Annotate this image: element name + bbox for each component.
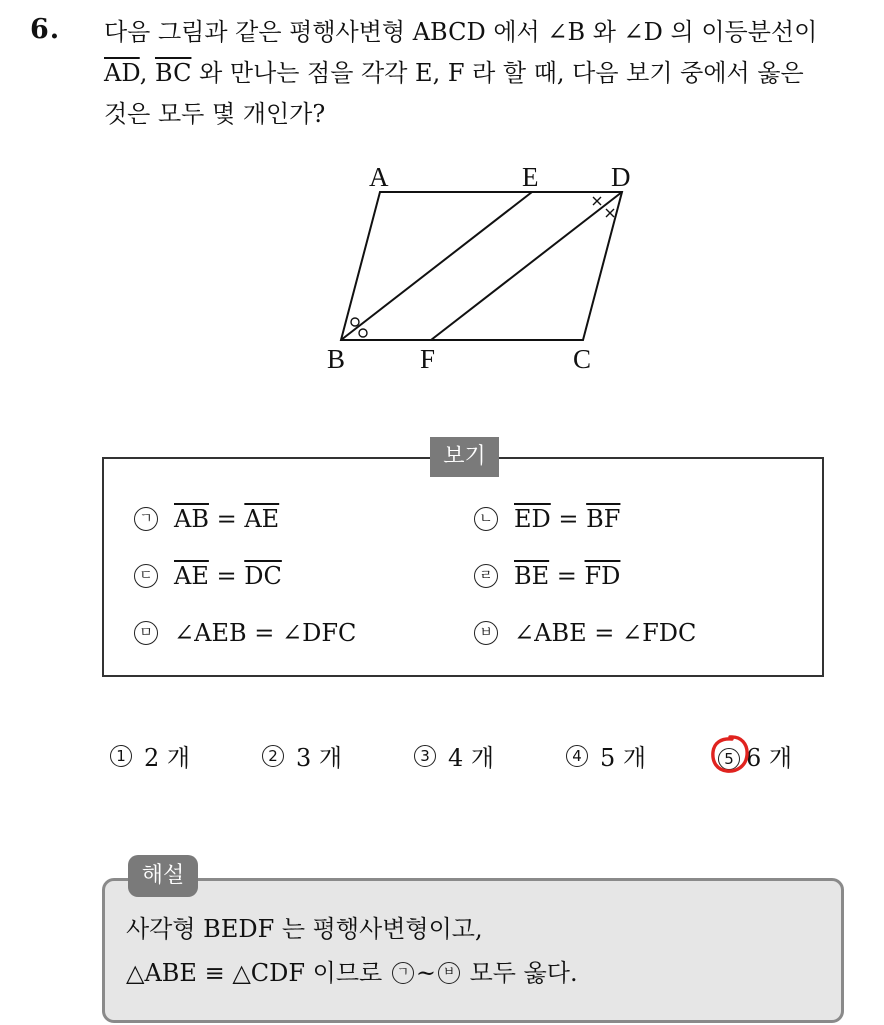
bogi-right: ∠DFC <box>281 619 357 647</box>
bogi-mark: ㅂ <box>474 621 498 645</box>
choice-text: 5 개 <box>600 744 647 772</box>
question-number: 6. <box>30 14 61 45</box>
bogi-right: $\overline{BF}$ <box>586 505 621 533</box>
choice-number: 2 <box>262 745 284 767</box>
label-b: B <box>327 344 346 374</box>
bogi-op: = <box>550 505 587 533</box>
choice-1[interactable] <box>110 738 190 773</box>
choice-5[interactable] <box>718 738 792 773</box>
bisector-df <box>431 192 622 340</box>
angle-mark-d1 <box>593 197 601 205</box>
bogi-mark: ㄹ <box>474 564 498 588</box>
choice-text: 3 개 <box>296 744 343 772</box>
red-answer-circle-icon <box>708 732 752 776</box>
choice-2[interactable] <box>262 738 342 773</box>
label-d: D <box>611 162 631 192</box>
angle-mark-b1 <box>351 318 359 326</box>
segment-bc: $\overline{BC}$ <box>154 59 192 87</box>
question-line-2 <box>104 53 874 94</box>
bogi-title: 보기 <box>430 437 499 477</box>
question-line-2-rest: 와 만나는 점을 각각 E, F 라 할 때, 다음 보기 중에서 옳은 <box>191 59 804 87</box>
bogi-item-6 <box>474 619 696 647</box>
label-e: E <box>522 162 539 192</box>
bisector-be <box>341 192 532 340</box>
choice-number: 5 <box>718 748 740 770</box>
bogi-left: ∠AEB <box>174 619 247 647</box>
bogi-left: $\overline{AE}$ <box>174 562 209 590</box>
choice-number: 3 <box>414 745 436 767</box>
bogi-left: ∠ABE <box>514 619 587 647</box>
question-line-3: 것은 모두 몇 개인가? <box>104 100 326 128</box>
bogi-mark: ㄱ <box>134 507 158 531</box>
choice-text: 4 개 <box>448 744 495 772</box>
explanation-mark-to: ㅂ <box>438 962 460 984</box>
answer-marked-choice <box>718 742 740 770</box>
bogi-op: = <box>208 505 245 533</box>
explanation-line-2-post: 모두 옳다. <box>461 959 578 987</box>
explanation-mark-from: ㄱ <box>392 962 414 984</box>
bogi-right: ∠FDC <box>621 619 697 647</box>
bogi-left: $\overline{ED}$ <box>514 505 551 533</box>
explanation-line-2 <box>126 951 578 995</box>
bogi-op: = <box>208 562 245 590</box>
choice-3[interactable] <box>414 738 494 773</box>
answer-circle-stroke <box>713 736 747 770</box>
bogi-item-3 <box>134 562 282 590</box>
segment-ad: $\overline{AD}$ <box>104 59 140 87</box>
choice-text: 6 개 <box>746 744 793 772</box>
bogi-mark: ㅁ <box>134 621 158 645</box>
choice-number: 4 <box>566 745 588 767</box>
bogi-op: = <box>246 619 282 647</box>
question-separator: , <box>139 59 155 87</box>
parallelogram-abcd <box>341 192 622 340</box>
explanation-title: 해설 <box>128 855 198 897</box>
choice-number: 1 <box>110 745 132 767</box>
label-f: F <box>420 344 436 374</box>
bogi-op: = <box>549 562 585 590</box>
bogi-item-4 <box>474 562 620 590</box>
bogi-right: $\overline{AE}$ <box>244 505 280 533</box>
parallelogram-figure <box>300 150 660 382</box>
angle-mark-b2 <box>359 329 367 337</box>
label-a: A <box>369 162 389 192</box>
bogi-item-5 <box>134 619 356 647</box>
question-text <box>104 12 874 135</box>
bogi-right: $\overline{FD}$ <box>584 562 621 590</box>
bogi-op: = <box>586 619 622 647</box>
explanation-tilde: ~ <box>415 959 436 987</box>
choice-text: 2 개 <box>144 744 191 772</box>
bogi-right: $\overline{DC}$ <box>244 562 282 590</box>
label-c: C <box>573 344 592 374</box>
choice-4[interactable] <box>566 738 646 773</box>
bogi-left: $\overline{AB}$ <box>174 505 209 533</box>
question-line-1: 다음 그림과 같은 평행사변형 ABCD 에서 ∠B 와 ∠D 의 이등분선이 <box>104 18 818 46</box>
angle-mark-d2 <box>606 209 614 217</box>
explanation-text <box>126 907 578 995</box>
bogi-mark: ㄷ <box>134 564 158 588</box>
bogi-mark: ㄴ <box>474 507 498 531</box>
bogi-left: $\overline{BE}$ <box>514 562 550 590</box>
explanation-line-2-pre: △ABE ≡ △CDF 이므로 <box>126 959 390 987</box>
bogi-item-2 <box>474 505 620 533</box>
explanation-line-1: 사각형 BEDF 는 평행사변형이고, <box>126 915 483 943</box>
bogi-item-1 <box>134 505 279 533</box>
